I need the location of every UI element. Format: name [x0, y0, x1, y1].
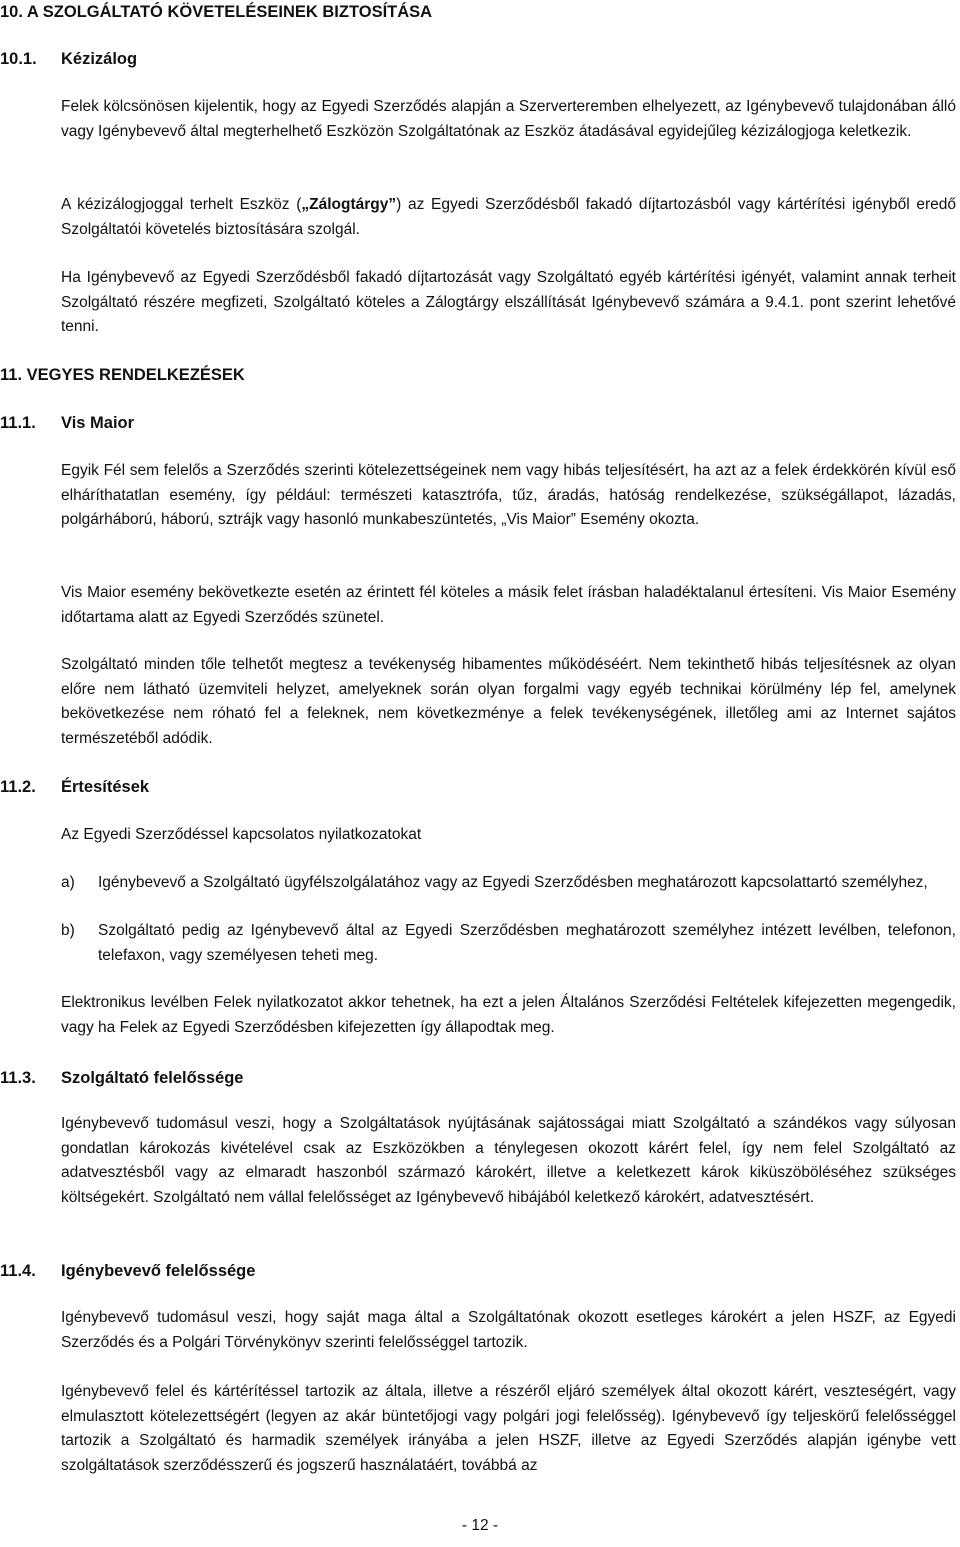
list-item-text: Szolgáltató pedig az Igénybevevő által az Egyedi Szerződésben meghatározott személyhez intézett levélben, telefonon, telefaxon, vagy személyesen teheti meg. [98, 922, 956, 964]
subsection-title: Igénybevevő felelőssége [61, 1262, 256, 1280]
list-item [61, 871, 956, 896]
page-number: - 12 - [461, 1517, 499, 1534]
paragraph: Szolgáltató minden tőle telhetőt megtesz a tevékenység hibamentes működéséért. Nem tekinthető hibás teljesítésnek az olyan előre nem látható üzemviteli helyzet, amelyeknek során olyan forgalmi vagy egyéb technikai körülmény lép fel, amelynek bekövetkezése nem róható fel a feleknek, nem következménye a felek tevékenységének, illetőleg ami az Internet sajátos természetéből adódik. [61, 656, 956, 747]
subsection-title: Kézizálog [61, 50, 138, 68]
paragraph: Igénybevevő felel és kártérítéssel tartozik az általa, illetve a részéről eljáró személyek által okozott kárért, veszteségért, vagy elmulasztott kötelezettségért (legyen az akár büntetőjogi vagy polgári jogi felelősség). Igénybevevő így teljeskörű felelősséggel tartozik a Szolgáltató és harmadik személyek irányába a jelen HSZF, illetve az Egyedi Szerződés alapján igénybe vett szolgáltatások szerződésszerű és jogszerű használatáért, továbbá az [61, 1383, 956, 1474]
paragraph: Felek kölcsönösen kijelentik, hogy az Egyedi Szerződés alapján a Szerverteremben elhelyezett, az Igénybevevő tulajdonában álló vagy Igénybevevő által megterhelhető Eszközön Szolgáltatónak az Eszköz átadásával egyidejűleg kézizálogjoga keletkezik. [61, 98, 956, 140]
list-item-label: b) [61, 922, 75, 939]
defined-term: „Zálogtárgy” [301, 196, 397, 213]
section-11-heading: 11. VEGYES RENDELKEZÉSEK [0, 366, 245, 384]
list-item-label: a) [61, 874, 75, 891]
list-item-text: Igénybevevő a Szolgáltató ügyfélszolgálatához vagy az Egyedi Szerződésben meghatározott kapcsolattartó személyhez, [98, 874, 928, 891]
subsection-number: 10.1. [0, 50, 37, 68]
paragraph: Igénybevevő tudomásul veszi, hogy a Szolgáltatások nyújtásának sajátosságai miatt Szolgáltató a szándékos vagy súlyosan gondatlan károkozás kivételével csak az Eszközökben a ténylegesen okozott kárért felel, így nem felel Szolgáltató az adatvesztésből vagy az elmaradt haszonból származó károkért, illetve a keletkezett károk kiküszöböléséhez szükséges költségekért. Szolgáltató nem vállal felelősséget az Igénybevevő hibájából keletkező károkért, adatvesztésért. [61, 1115, 956, 1206]
section-10-heading: 10. A SZOLGÁLTATÓ KÖVETELÉSEINEK BIZTOSÍTÁSA [0, 3, 433, 21]
paragraph: Vis Maior esemény bekövetkezte esetén az érintett fél köteles a másik felet írásban haladéktalanul értesíteni. Vis Maior Esemény időtartama alatt az Egyedi Szerződés szünetel. [61, 584, 956, 626]
subsection-number: 11.1. [0, 414, 36, 432]
subsection-title: Értesítések [61, 778, 150, 796]
subsection-number: 11.4. [0, 1262, 36, 1280]
subsection-title: Vis Maior [61, 414, 135, 432]
subsection-number: 11.2. [0, 778, 36, 796]
paragraph: Igénybevevő tudomásul veszi, hogy saját maga által a Szolgáltatónak okozott esetleges károkért a jelen HSZF, az Egyedi Szerződés és a Polgári Törvénykönyv szerinti felelősséggel tartozik. [61, 1309, 956, 1351]
text-run: A kézizálogjoggal terhelt Eszköz ( [61, 196, 302, 213]
paragraph: Elektronikus levélben Felek nyilatkozatot akkor tehetnek, ha ezt a jelen Általános Szerződési Feltételek kifejezetten megengedik, vagy ha Felek az Egyedi Szerződésben kifejezetten így állapodtak meg. [61, 994, 956, 1036]
paragraph [61, 193, 956, 242]
paragraph: Egyik Fél sem felelős a Szerződés szerinti kötelezettségeinek nem vagy hibás teljesítésért, ha azt az a felek érdekkörén kívül eső elháríthatatlan esemény, így például: természeti katasztrófa, tűz, áradás, hatóság rendelkezése, szükségállapot, lázadás, polgárháború, háború, sztrájk vagy hasonló munkabeszüntetés, „Vis Maior” Esemény okozta. [61, 462, 956, 528]
subsection-number: 11.3. [0, 1069, 36, 1087]
paragraph: Az Egyedi Szerződéssel kapcsolatos nyilatkozatokat [61, 826, 422, 843]
list-item [61, 919, 956, 968]
subsection-title: Szolgáltató felelőssége [61, 1069, 244, 1087]
text-run: ) az Egyedi Szerződésből fakadó díjtartozásból vagy kártérítési igényből eredő Szolgáltatói követelés biztosítására szolgál. [61, 196, 957, 238]
paragraph: Ha Igénybevevő az Egyedi Szerződésből fakadó díjtartozását vagy Szolgáltató egyéb kártérítési igényét, valamint annak terheit Szolgáltató részére megfizeti, Szolgáltató köteles a Zálogtárgy elszállítását Igénybevevő számára a 9.4.1. pont szerint lehetővé tenni. [61, 269, 956, 335]
